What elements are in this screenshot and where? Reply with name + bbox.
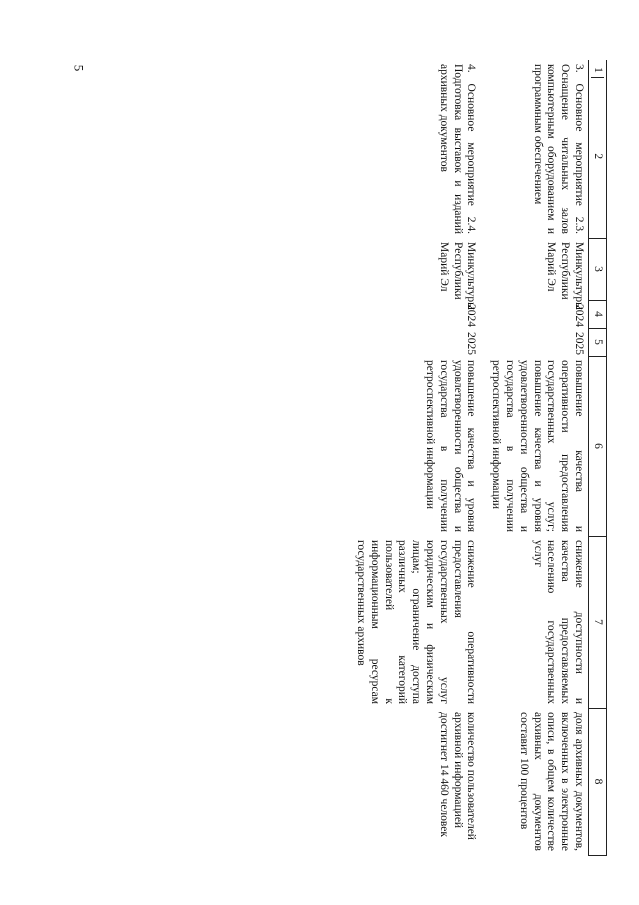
header-col-7: 7 <box>589 536 607 708</box>
row-number: 4. <box>465 64 478 73</box>
program-events-table <box>345 60 607 856</box>
page-number: 5 <box>71 64 87 72</box>
header-col-4: 4 <box>589 300 607 328</box>
executor-cell: Минкультуры Республики Марий Эл <box>545 242 585 310</box>
header-col-2: 2 <box>592 153 605 160</box>
end-year-cell: 2025 <box>465 332 478 355</box>
executor-cell: Минкультуры Республики Марий Эл <box>437 242 478 310</box>
consequences-cell: снижение оперативности предоставления государственных услуг юридическим и физическим лицам; ограничение доступа различных категорий пользователей к информационным ресурсам государственных архивов <box>355 540 478 704</box>
result-cell: повышение качества и уровня удовлетворенности общества и государства в получении ретроспективной информации <box>424 360 478 532</box>
start-year-cell: 2024 <box>573 304 585 327</box>
table-row <box>480 60 588 855</box>
event-cell <box>345 60 480 238</box>
row-number: 3. <box>573 64 585 73</box>
table-row <box>345 60 480 855</box>
rotated-table-container <box>117 60 607 855</box>
result-cell: повышение качества и оперативности предоставления государственных услуг; повышение качества и уровня удовлетворенности общества и государства в получении ретроспективной информации <box>490 360 585 532</box>
header-col-1: 1 <box>591 63 605 78</box>
header-col-6: 6 <box>589 356 607 536</box>
indicator-cell: количество пользователей архивной информацией достигнет 14 460 человек <box>437 712 478 840</box>
end-year-cell: 2025 <box>573 332 585 355</box>
header-cell-1-2 <box>589 60 607 238</box>
rotated-table-sheet <box>117 60 607 855</box>
start-year-cell: 2024 <box>465 304 478 327</box>
header-row <box>589 60 607 855</box>
event-text: Основное мероприятие 2.3. Оснащение читальных залов компьютерным оборудованием и программным обеспечением <box>531 64 585 234</box>
indicator-cell: доля архивных документов, включенных в электронные описи, в общем количестве архивных документов составит 100 процентов <box>517 712 585 851</box>
event-cell <box>480 60 588 238</box>
header-col-8: 8 <box>589 708 607 855</box>
consequences-cell: снижение доступности и качества предоставляемых населению государственных услуг <box>531 540 585 704</box>
header-col-5: 5 <box>589 328 607 356</box>
header-col-3: 3 <box>589 238 607 300</box>
event-text: Основное мероприятие 2.4. Подготовка выставок и изданий архивных документов <box>437 64 478 234</box>
